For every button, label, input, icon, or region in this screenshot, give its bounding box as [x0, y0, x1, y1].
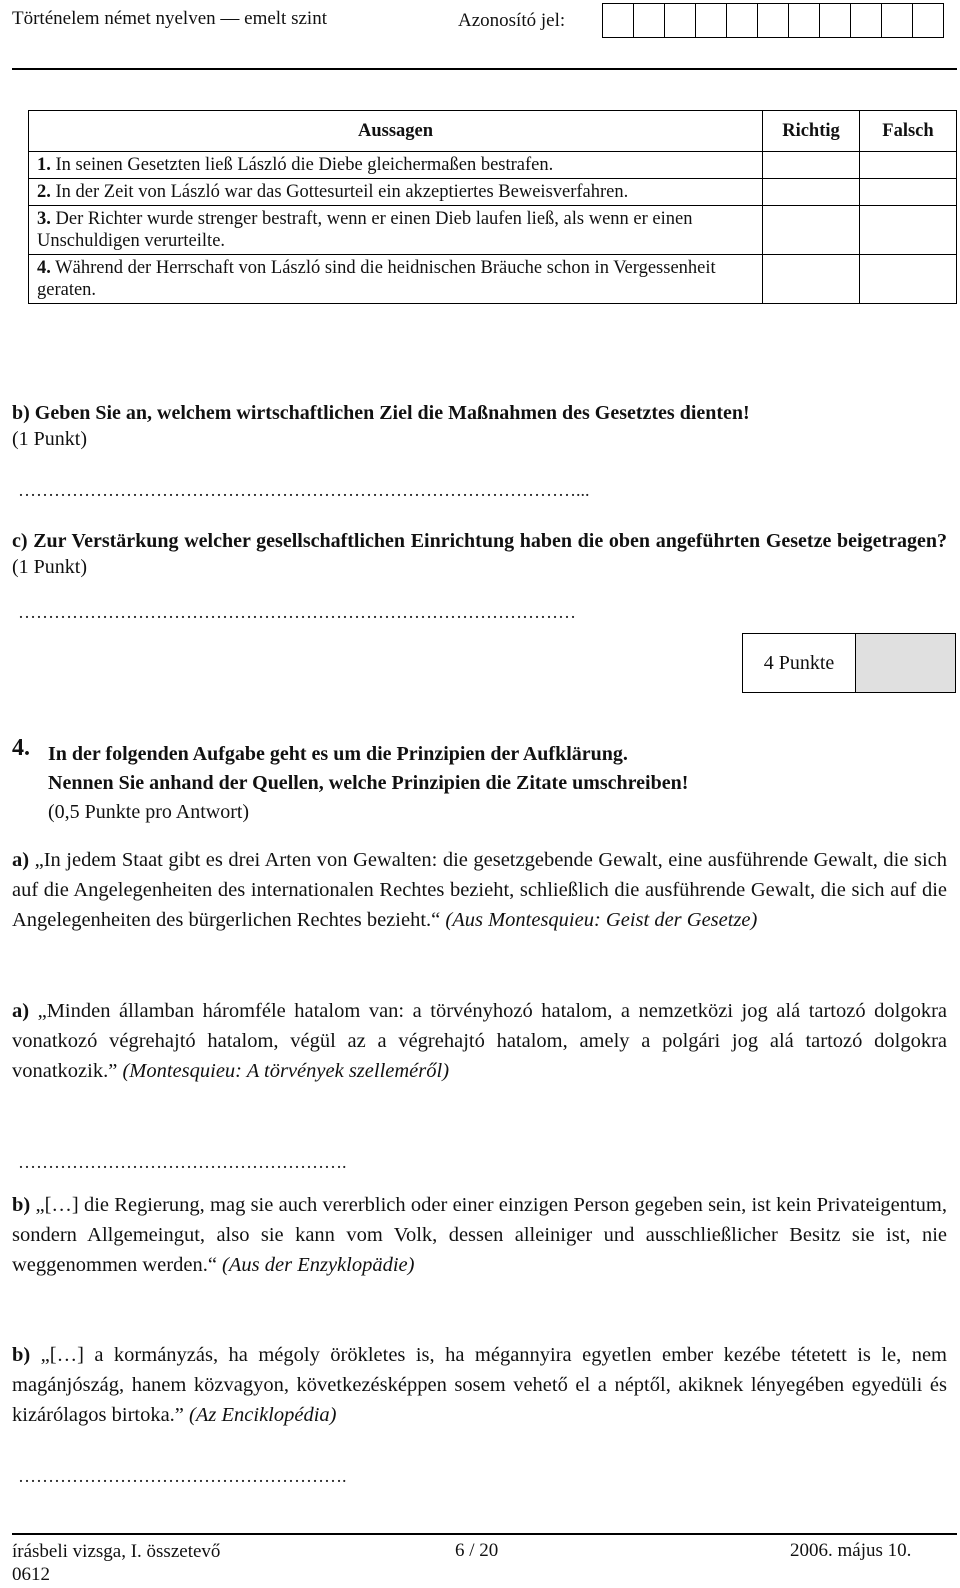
- answer-line-b[interactable]: …………………………………………………………………………………...: [18, 480, 590, 500]
- table-row: [29, 179, 957, 206]
- statement-text: Der Richter wurde strenger bestraft, wenn er einen Dieb laufen ließ, als wenn er einen Unschuldigen verurteilte.: [37, 209, 693, 251]
- quote-source: (Aus der Enzyklopädie): [222, 1254, 415, 1276]
- false-answer-cell[interactable]: [860, 179, 957, 206]
- true-answer-cell[interactable]: [763, 206, 860, 255]
- statements-table: [28, 110, 957, 304]
- footer-code: 0612: [12, 1564, 50, 1585]
- quote-b-german: [12, 1190, 947, 1280]
- task-line-1: In der folgenden Aufgabe geht es um die Prinzipien der Aufklärung.: [48, 743, 628, 765]
- task-number: 4.: [12, 735, 30, 761]
- quote-label: a): [12, 1000, 30, 1022]
- quote-text: „[…] a kormányzás, ha mégoly örökletes is, ha mégannyira egyetlen ember kezébe tétetett is le, nem magánjószág, hanem közvagyon, következésképpen sosem vehető el a néptől, akiknek lényegében egyedüli és kizárólagos birtoka.”: [12, 1344, 947, 1426]
- question-b-text: b) Geben Sie an, welchem wirtschaftlichen Ziel die Maßnahmen des Gesetztes dienten!: [12, 402, 750, 424]
- false-answer-cell[interactable]: [860, 152, 957, 179]
- id-box[interactable]: [695, 3, 727, 38]
- true-answer-cell[interactable]: [763, 179, 860, 206]
- footer-exam-label: írásbeli vizsga, I. összetevő: [12, 1541, 221, 1562]
- col-header-false: Falsch: [860, 111, 957, 152]
- false-answer-cell[interactable]: [860, 206, 957, 255]
- statement-cell: [29, 255, 763, 304]
- id-label: Azonosító jel:: [458, 10, 566, 31]
- statement-number: 4.: [37, 258, 51, 278]
- answer-line-c[interactable]: …………………………………………………………………………………: [18, 602, 576, 622]
- id-box[interactable]: [850, 3, 882, 38]
- page-header-title: Történelem német nyelven — emelt szint: [12, 8, 327, 29]
- question-c-text: c) Zur Verstärkung welcher gesellschaftlichen Einrichtung haben die oben angeführten Gesetze beigetragen?: [12, 530, 947, 552]
- answer-line-b-quote[interactable]: ……………………………………………….: [18, 1466, 347, 1486]
- question-b-points: (1 Punkt): [12, 428, 87, 450]
- table-row: [29, 206, 957, 255]
- statement-cell: [29, 179, 763, 206]
- statement-text: In der Zeit von László war das Gottesurteil ein akzeptiertes Beweisverfahren.: [50, 182, 629, 202]
- table-header-row: [29, 111, 957, 152]
- true-answer-cell[interactable]: [763, 152, 860, 179]
- task-line-2: Nennen Sie anhand der Quellen, welche Prinzipien die Zitate umschreiben!: [48, 772, 689, 794]
- question-b: [12, 400, 947, 452]
- statement-number: 1.: [37, 155, 51, 175]
- col-header-statements: Aussagen: [29, 111, 763, 152]
- quote-source: (Montesquieu: A törvények szelleméről): [122, 1060, 450, 1082]
- footer-rule: [12, 1533, 957, 1535]
- quote-a-hungarian: [12, 996, 947, 1086]
- quote-source: (Az Enciklopédia): [189, 1404, 337, 1426]
- id-box[interactable]: [881, 3, 913, 38]
- footer-page-number: 6 / 20: [455, 1540, 499, 1561]
- quote-label: b): [12, 1344, 31, 1366]
- task-instructions: [48, 740, 688, 827]
- id-box[interactable]: [602, 3, 634, 38]
- true-answer-cell[interactable]: [763, 255, 860, 304]
- quote-source: (Aus Montesquieu: Geist der Gesetze): [445, 909, 758, 931]
- statement-text: In seinen Gesetzten ließ László die Diebe gleichermaßen bestrafen.: [50, 155, 554, 175]
- col-header-true: Richtig: [763, 111, 860, 152]
- header-rule: [12, 68, 957, 70]
- answer-line-a[interactable]: ……………………………………………….: [18, 1152, 347, 1172]
- id-box[interactable]: [788, 3, 820, 38]
- footer-date: 2006. május 10.: [790, 1540, 912, 1561]
- quote-label: a): [12, 849, 30, 871]
- score-label: 4 Punkte: [743, 634, 856, 692]
- id-box[interactable]: [633, 3, 665, 38]
- statement-number: 3.: [37, 209, 51, 229]
- id-boxes[interactable]: [603, 3, 944, 38]
- statement-number: 2.: [37, 182, 51, 202]
- statement-cell: [29, 152, 763, 179]
- question-c: [12, 528, 947, 580]
- quote-b-hungarian: [12, 1340, 947, 1430]
- table-row: [29, 152, 957, 179]
- quote-text: „In jedem Staat gibt es drei Arten von Gewalten: die gesetzgebende Gewalt, eine ausführende Gewalt, die sich auf die Angelegenheiten des internationalen Rechtes bezieht, schließlich die ausführende Gewalt, die sich auf die Angelegenheiten des bürgerlichen Rechtes bezieht.“: [12, 849, 947, 931]
- id-box[interactable]: [912, 3, 944, 38]
- task-line-3: (0,5 Punkte pro Antwort): [48, 801, 250, 823]
- id-box[interactable]: [757, 3, 789, 38]
- question-c-points: (1 Punkt): [12, 556, 87, 578]
- id-box[interactable]: [664, 3, 696, 38]
- id-box[interactable]: [819, 3, 851, 38]
- quote-text: „Minden államban háromféle hatalom van: a törvényhozó hatalom, a nemzetközi jog alá tartozó dolgokra vonatkozó végrehajtó hatalom, végül az a végrehajtó hatalom, amely a polgári jog alá tartozó dolgokra vonatkozik.”: [12, 1000, 947, 1082]
- statement-text: Während der Herrschaft von László sind die heidnischen Bräuche schon in Vergessenheit geraten.: [37, 258, 716, 300]
- quote-text: „[…] die Regierung, mag sie auch vererblich oder einer einzigen Person gegeben sein, ist kein Privateigentum, sondern Allgemeingut, also sie kann vom Volk, dessen alleiniger und ausschließlicher Besitz sie ist, nie weggenommen werden.“: [12, 1194, 947, 1276]
- score-box: [742, 633, 956, 693]
- footer-left: [12, 1540, 220, 1586]
- score-value-field[interactable]: [856, 634, 955, 692]
- false-answer-cell[interactable]: [860, 255, 957, 304]
- table-row: [29, 255, 957, 304]
- statement-cell: [29, 206, 763, 255]
- quote-a-german: [12, 845, 947, 935]
- id-box[interactable]: [726, 3, 758, 38]
- quote-label: b): [12, 1194, 31, 1216]
